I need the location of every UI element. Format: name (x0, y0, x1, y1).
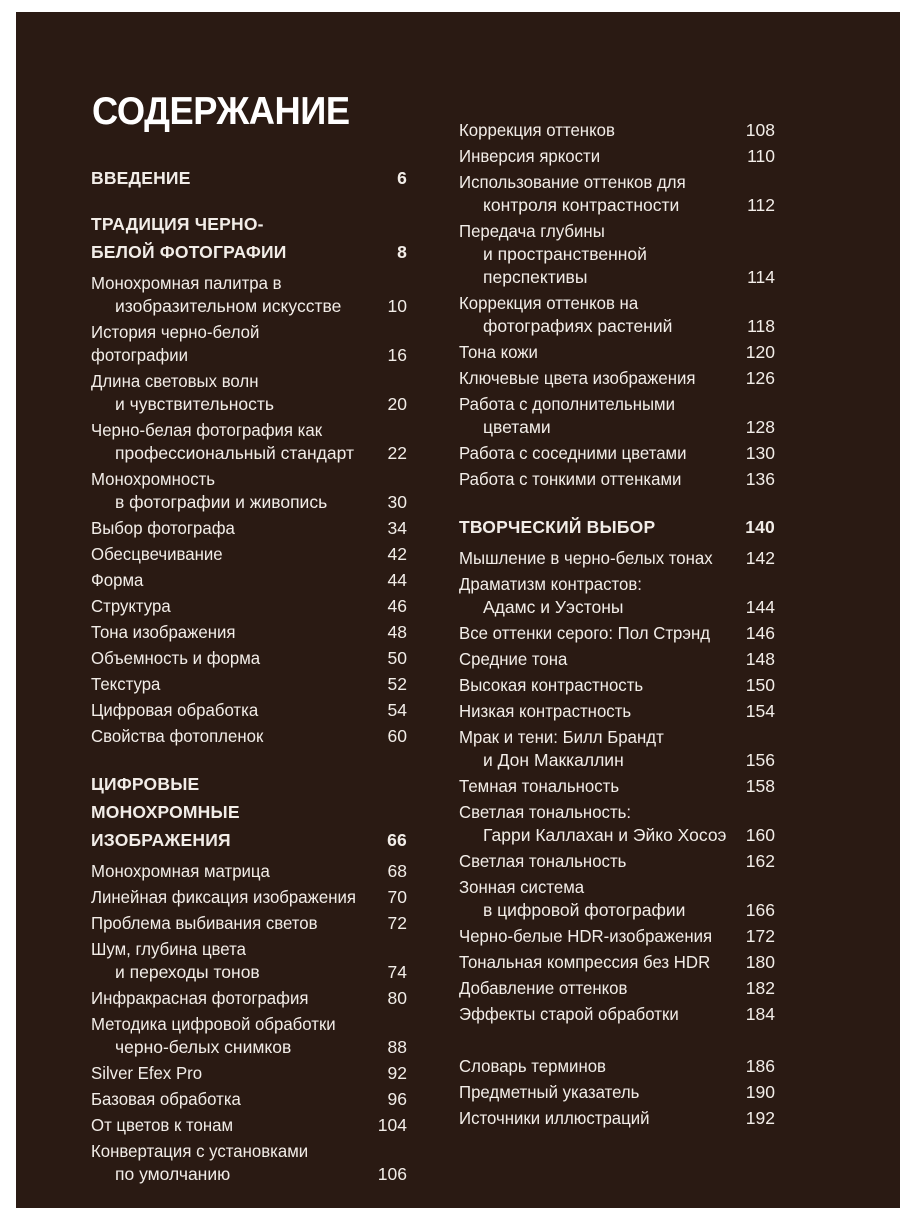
entry-title-line: Добавление оттенков (459, 978, 628, 998)
entry-title-continuation: в фотографии и живопись (115, 492, 328, 512)
entry-title-line: От цветов к тонам (91, 1115, 234, 1135)
toc-entry[interactable] (459, 145, 775, 168)
entry-title-line: Выбор фотографа (91, 518, 235, 538)
entry-title-line: Проблема выбивания светов (91, 913, 318, 933)
toc-column-left (91, 164, 407, 1189)
toc-entry[interactable] (91, 1140, 407, 1186)
entry-title-line: Форма (91, 570, 144, 590)
entry-title-continuation: и переходы тонов (115, 962, 260, 982)
entry-title-continuation: по умолчанию (115, 1164, 231, 1184)
toc-entry[interactable] (91, 938, 407, 984)
entry-title (91, 272, 367, 318)
entry-title-line: Объемность и форма (91, 648, 261, 668)
entry-page: 158 (745, 776, 775, 796)
toc-entry[interactable] (91, 272, 407, 318)
entry-title (459, 850, 735, 873)
entry-title-line: Работа с тонкими оттенками (459, 469, 682, 489)
toc-entry[interactable] (459, 292, 775, 338)
entry-title (459, 925, 735, 948)
section-title: ТВОРЧЕСКИЙ ВЫБОР (459, 517, 656, 537)
toc-entry[interactable] (91, 987, 407, 1010)
entry-title-line: Монохромная матрица (91, 861, 270, 881)
toc-entry[interactable] (91, 569, 407, 592)
entry-title-line: Silver Efex Pro (91, 1063, 203, 1083)
entry-title-line: Передача глубины (459, 221, 605, 241)
entry-page: 142 (745, 548, 775, 568)
toc-entry[interactable] (459, 801, 775, 847)
toc-list (459, 1055, 775, 1130)
entry-title-continuation: изобразительном искусстве (115, 296, 342, 316)
entry-page: 52 (387, 674, 407, 694)
section-page: 66 (387, 830, 407, 850)
entry-title-line: Инверсия яркости (459, 146, 601, 166)
toc-entry[interactable] (459, 700, 775, 723)
entry-title-line: Источники иллюстраций (459, 1108, 650, 1128)
entry-title-line: Коррекция оттенков на (459, 293, 639, 313)
entry-title (459, 547, 735, 570)
entry-title-line: Цифровая обработка (91, 700, 259, 720)
toc-entry[interactable] (459, 468, 775, 491)
entry-page: 154 (745, 701, 775, 721)
entry-page: 118 (747, 316, 775, 336)
entry-page: 108 (745, 120, 775, 140)
entry-title (91, 938, 367, 984)
toc-entry[interactable] (91, 370, 407, 416)
entry-title-line: Мышление в черно-белых тонах (459, 548, 713, 568)
spacer (459, 1029, 775, 1055)
entry-page: 162 (745, 851, 775, 871)
toc-entry[interactable] (91, 468, 407, 514)
toc-list (91, 272, 407, 748)
toc-entry[interactable] (459, 925, 775, 948)
entry-page: 160 (745, 825, 775, 845)
toc-entry[interactable] (459, 171, 775, 217)
entry-title (91, 1114, 367, 1137)
entry-page: 48 (387, 622, 407, 642)
entry-page: 128 (745, 417, 775, 437)
toc-entry[interactable] (91, 1088, 407, 1111)
entry-page: 182 (745, 978, 775, 998)
entry-page: 74 (387, 962, 407, 982)
entry-page: 166 (745, 900, 775, 920)
toc-entry[interactable] (91, 621, 407, 644)
entry-page: 50 (387, 648, 407, 668)
entry-title (459, 393, 735, 439)
section-page: 6 (397, 168, 407, 188)
toc-entry[interactable] (459, 726, 775, 772)
entry-page: 112 (747, 195, 775, 215)
entry-title (91, 1088, 367, 1111)
entry-title (459, 367, 735, 390)
entry-title-line: Черно-белая фотография как (91, 420, 323, 440)
entry-title-line: Инфракрасная фотография (91, 988, 309, 1008)
section-title: ТРАДИЦИЯ ЧЕРНО-БЕЛОЙ ФОТОГРАФИИ (91, 214, 287, 262)
entry-title-line: Высокая контрастность (459, 675, 644, 695)
entry-title-line: Предметный указатель (459, 1082, 640, 1102)
entry-page: 104 (377, 1115, 407, 1135)
entry-title (91, 569, 367, 592)
entry-title-line: Методика цифровой обработки (91, 1014, 336, 1034)
entry-title (91, 517, 367, 540)
toc-list (91, 860, 407, 1186)
entry-title (459, 622, 735, 645)
entry-title (459, 145, 735, 168)
toc-entry[interactable] (459, 367, 775, 390)
entry-page: 150 (745, 675, 775, 695)
entry-title-continuation: и Дон Маккаллин (483, 750, 624, 770)
toc-entry[interactable] (459, 341, 775, 364)
entry-title (459, 442, 735, 465)
entry-title-line: Средние тона (459, 649, 568, 669)
section-title: ВВЕДЕНИЕ (91, 168, 191, 188)
entry-title (459, 292, 735, 338)
entry-title-line: Зонная система (459, 877, 585, 897)
entry-page: 88 (387, 1037, 407, 1057)
toc-entry[interactable] (91, 1114, 407, 1137)
entry-title (459, 573, 735, 619)
entry-page: 54 (387, 700, 407, 720)
entry-title (91, 621, 367, 644)
entry-title-line: Тона кожи (459, 342, 538, 362)
entry-title (459, 876, 735, 922)
toc-entry[interactable] (91, 517, 407, 540)
toc-entry[interactable] (459, 1107, 775, 1130)
entry-title-line: Конвертация с установками (91, 1141, 309, 1161)
entry-title (91, 886, 367, 909)
toc-section-digital[interactable] (91, 770, 407, 854)
entry-title-continuation: цветами (483, 417, 551, 437)
entry-page: 46 (387, 596, 407, 616)
entry-page: 126 (745, 368, 775, 388)
toc-entry[interactable] (459, 674, 775, 697)
toc-entry[interactable] (91, 860, 407, 883)
entry-page: 68 (387, 861, 407, 881)
entry-page: 96 (387, 1089, 407, 1109)
entry-title (91, 647, 367, 670)
entry-title-continuation: фотографиях растений (483, 316, 673, 336)
entry-title-continuation: профессиональный стандарт (115, 443, 354, 463)
entry-title (459, 726, 735, 772)
entry-title-line: Длина световых волн (91, 371, 259, 391)
entry-page: 80 (387, 988, 407, 1008)
entry-page: 72 (387, 913, 407, 933)
entry-title (459, 674, 735, 697)
entry-title (459, 220, 735, 289)
toc-entry[interactable] (459, 648, 775, 671)
toc-entry[interactable] (91, 543, 407, 566)
entry-title (459, 1055, 735, 1078)
entry-page: 16 (387, 345, 407, 365)
toc-entry[interactable] (91, 912, 407, 935)
toc-entry[interactable] (459, 951, 775, 974)
toc-entry[interactable] (459, 119, 775, 142)
entry-title (91, 419, 367, 465)
entry-page: 30 (387, 492, 407, 512)
entry-title (459, 1107, 735, 1130)
entry-title (91, 595, 367, 618)
entry-title (459, 1081, 735, 1104)
toc-entry[interactable] (459, 1081, 775, 1104)
entry-title-continuation: черно-белых снимков (115, 1037, 292, 1057)
section-page: 8 (397, 242, 407, 262)
entry-title-line: Свойства фотопленок (91, 726, 264, 746)
toc-entry[interactable] (459, 977, 775, 1000)
entry-title-line: Драматизм контрастов: (459, 574, 642, 594)
toc-column-right (459, 119, 775, 1133)
toc-entry[interactable] (459, 1055, 775, 1078)
entry-title-line: Обесцвечивание (91, 544, 223, 564)
toc-entry[interactable] (91, 725, 407, 748)
toc-entry[interactable] (459, 775, 775, 798)
section-page: 140 (745, 517, 775, 537)
entry-page: 172 (745, 926, 775, 946)
entry-title-line: Светлая тональность (459, 851, 627, 871)
entry-page: 146 (745, 623, 775, 643)
entry-page: 114 (747, 267, 775, 287)
entry-title-continuation: Адамс и Уэстоны (483, 597, 624, 617)
entry-title-continuation: и пространственной перспективы (483, 244, 647, 287)
entry-page: 20 (387, 394, 407, 414)
entry-title (91, 725, 367, 748)
entry-title-continuation: в цифровой фотографии (483, 900, 686, 920)
entry-page: 186 (745, 1056, 775, 1076)
entry-title (459, 171, 735, 217)
entry-title-line: История черно-белой фотографии (91, 322, 260, 365)
entry-page: 130 (745, 443, 775, 463)
toc-list (459, 547, 775, 1026)
entry-page: 144 (745, 597, 775, 617)
entry-title-continuation: и чувствительность (115, 394, 275, 414)
entry-page: 180 (745, 952, 775, 972)
entry-title-line: Линейная фиксация изображения (91, 887, 356, 907)
entry-title-line: Работа с соседними цветами (459, 443, 687, 463)
page-title: СОДЕРЖАНИЕ (92, 90, 350, 133)
entry-page: 156 (745, 750, 775, 770)
toc-entry[interactable] (459, 442, 775, 465)
entry-title-continuation: Гарри Каллахан и Эйко Хосоэ (483, 825, 727, 845)
entry-title-line: Ключевые цвета изображения (459, 368, 696, 388)
toc-entry[interactable] (91, 886, 407, 909)
entry-page: 192 (745, 1108, 775, 1128)
entry-title (459, 1003, 735, 1026)
entry-page: 92 (387, 1063, 407, 1083)
entry-title-line: Мрак и тени: Билл Брандт (459, 727, 664, 747)
toc-section-tradition[interactable] (91, 210, 407, 266)
entry-title (459, 977, 735, 1000)
toc-list (459, 119, 775, 491)
entry-title-line: Все оттенки серого: Пол Стрэнд (459, 623, 711, 643)
entry-page: 190 (745, 1082, 775, 1102)
toc-section-intro[interactable] (91, 164, 407, 192)
toc-entry[interactable] (91, 673, 407, 696)
entry-title (91, 543, 367, 566)
entry-title-line: Использование оттенков для (459, 172, 686, 192)
toc-entry[interactable] (459, 622, 775, 645)
entry-title-line: Словарь терминов (459, 1056, 606, 1076)
entry-title (91, 699, 367, 722)
entry-page: 148 (745, 649, 775, 669)
entry-page: 60 (387, 726, 407, 746)
entry-title-line: Монохромность (91, 469, 216, 489)
toc-entry[interactable] (459, 850, 775, 873)
toc-entry[interactable] (91, 699, 407, 722)
entry-title (91, 912, 367, 935)
entry-title (459, 951, 735, 974)
entry-title-line: Тона изображения (91, 622, 236, 642)
toc-entry[interactable] (459, 1003, 775, 1026)
entry-title (91, 321, 367, 367)
toc-entry[interactable] (91, 419, 407, 465)
entry-page: 106 (377, 1164, 407, 1184)
entry-title (459, 801, 735, 847)
entry-title-line: Тональная компрессия без HDR (459, 952, 711, 972)
entry-title (91, 468, 367, 514)
entry-title-line: Монохромная палитра в (91, 273, 282, 293)
toc-entry[interactable] (459, 220, 775, 289)
entry-title-line: Темная тональность (459, 776, 620, 796)
entry-page: 136 (745, 469, 775, 489)
entry-title (459, 341, 735, 364)
entry-page: 110 (747, 146, 775, 166)
entry-title-line: Светлая тональность: (459, 802, 632, 822)
entry-title-line: Структура (91, 596, 171, 616)
toc-entry[interactable] (459, 876, 775, 922)
entry-title (91, 1140, 367, 1186)
entry-title (91, 1013, 367, 1059)
toc-entry[interactable] (459, 573, 775, 619)
toc-page (16, 12, 900, 1208)
entry-page: 70 (387, 887, 407, 907)
entry-page: 44 (387, 570, 407, 590)
toc-entry[interactable] (459, 393, 775, 439)
entry-title-line: Черно-белые HDR-изображения (459, 926, 713, 946)
entry-title (91, 987, 367, 1010)
entry-title-line: Работа с дополнительными (459, 394, 675, 414)
entry-page: 184 (745, 1004, 775, 1024)
entry-title (91, 1062, 367, 1085)
entry-title-line: Шум, глубина цвета (91, 939, 246, 959)
section-title: ЦИФРОВЫЕ МОНОХРОМНЫЕ ИЗОБРАЖЕНИЯ (91, 774, 240, 850)
toc-entry[interactable] (91, 1013, 407, 1059)
entry-page: 22 (387, 443, 407, 463)
entry-title (459, 648, 735, 671)
entry-title-line: Текстура (91, 674, 161, 694)
entry-page: 120 (745, 342, 775, 362)
toc-entry[interactable] (459, 547, 775, 570)
toc-entry[interactable] (91, 321, 407, 367)
entry-title (459, 700, 735, 723)
entry-page: 42 (387, 544, 407, 564)
toc-entry[interactable] (91, 1062, 407, 1085)
entry-page: 34 (387, 518, 407, 538)
entry-title-continuation: контроля контрастности (483, 195, 680, 215)
entry-title (459, 775, 735, 798)
toc-section-creative[interactable] (459, 513, 775, 541)
entry-title-line: Коррекция оттенков (459, 120, 615, 140)
toc-entry[interactable] (91, 595, 407, 618)
entry-page: 10 (387, 296, 407, 316)
entry-title (459, 468, 735, 491)
entry-title (459, 119, 735, 142)
entry-title (91, 860, 367, 883)
entry-title-line: Базовая обработка (91, 1089, 241, 1109)
entry-title (91, 673, 367, 696)
toc-entry[interactable] (91, 647, 407, 670)
entry-title-line: Низкая контрастность (459, 701, 632, 721)
entry-title (91, 370, 367, 416)
entry-title-line: Эффекты старой обработки (459, 1004, 679, 1024)
